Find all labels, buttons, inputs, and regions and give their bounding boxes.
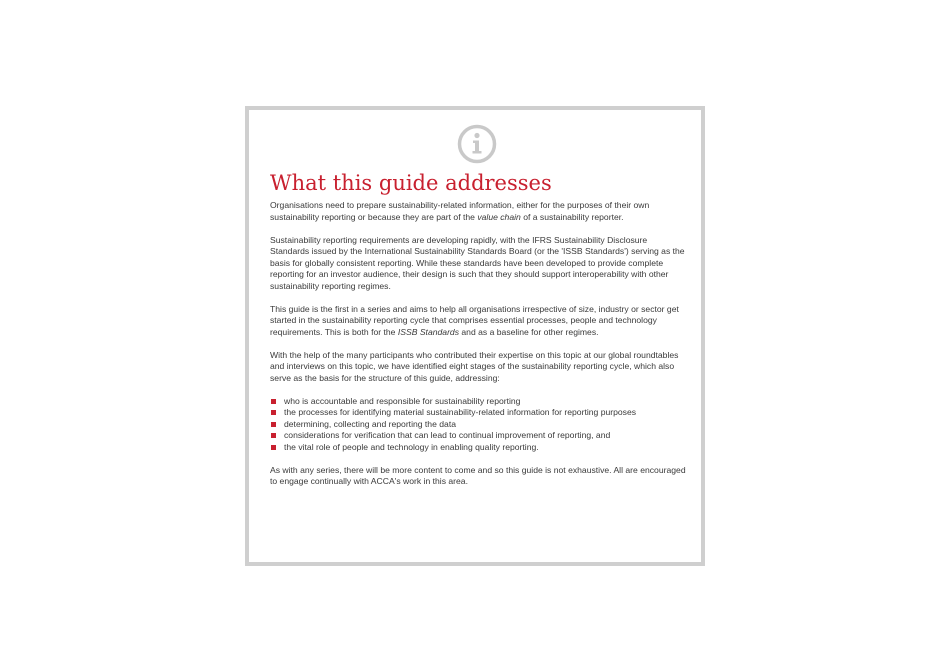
paragraph-stages: With the help of the many participants who contributed their expertise on this topic at our global roundtables and interviews on this topic, we have identified eight stages of the sustainability reporting cycle, which also serve as the basis for the structure of this guide, addressing: [270, 349, 679, 383]
list-item: who is accountable and responsible for sustainability reporting [270, 396, 686, 408]
list-item: the processes for identifying material sustainability-related information for reporting purposes [270, 407, 686, 419]
paragraph-intro: Organisations need to prepare sustainability-related information, either for the purposes of their own sustainability reporting or because they are part of the value chain of a sustainability reporter. [270, 200, 650, 222]
bullet-square-icon [271, 399, 276, 404]
info-icon [457, 124, 497, 164]
bullet-list [270, 396, 686, 454]
issb-standards-emphasis: ISSB Standards [397, 326, 460, 337]
list-item: the vital role of people and technology in enabling quality reporting. [270, 442, 686, 454]
value-chain-emphasis: value chain [477, 211, 521, 222]
bullet-square-icon [271, 445, 276, 450]
bullet-square-icon [271, 422, 276, 427]
paragraph-closing: As with any series, there will be more content to come and so this guide is not exhaustive. All are encouraged to engage continually with ACCA's work in this area. [270, 464, 686, 486]
paragraph-series: This guide is the first in a series and aims to help all organisations irrespective of size, industry or sector get started in the sustainability reporting cycle that comprises essential processes, people and technology requirements. This is both for the ISSB Standards and as a baseline for other regimes. [270, 303, 679, 337]
info-box [245, 106, 705, 566]
body-text [270, 200, 686, 499]
paragraph-requirements: Sustainability reporting requirements are developing rapidly, with the IFRS Sustainability Disclosure Standards issued by the International Sustainability Standards Board (or the 'ISSB Standards') serving as the basis for globally consistent reporting. While these standards have been developed to provide complete reporting for an investor audience, their design is such that they should support interoperability with other sustainability reporting regimes. [270, 234, 685, 291]
bullet-square-icon [271, 433, 276, 438]
list-item: determining, collecting and reporting the data [270, 419, 686, 431]
bullet-square-icon [271, 410, 276, 415]
page-title: What this guide addresses [270, 171, 552, 195]
list-item: considerations for verification that can lead to continual improvement of reporting, and [270, 430, 686, 442]
